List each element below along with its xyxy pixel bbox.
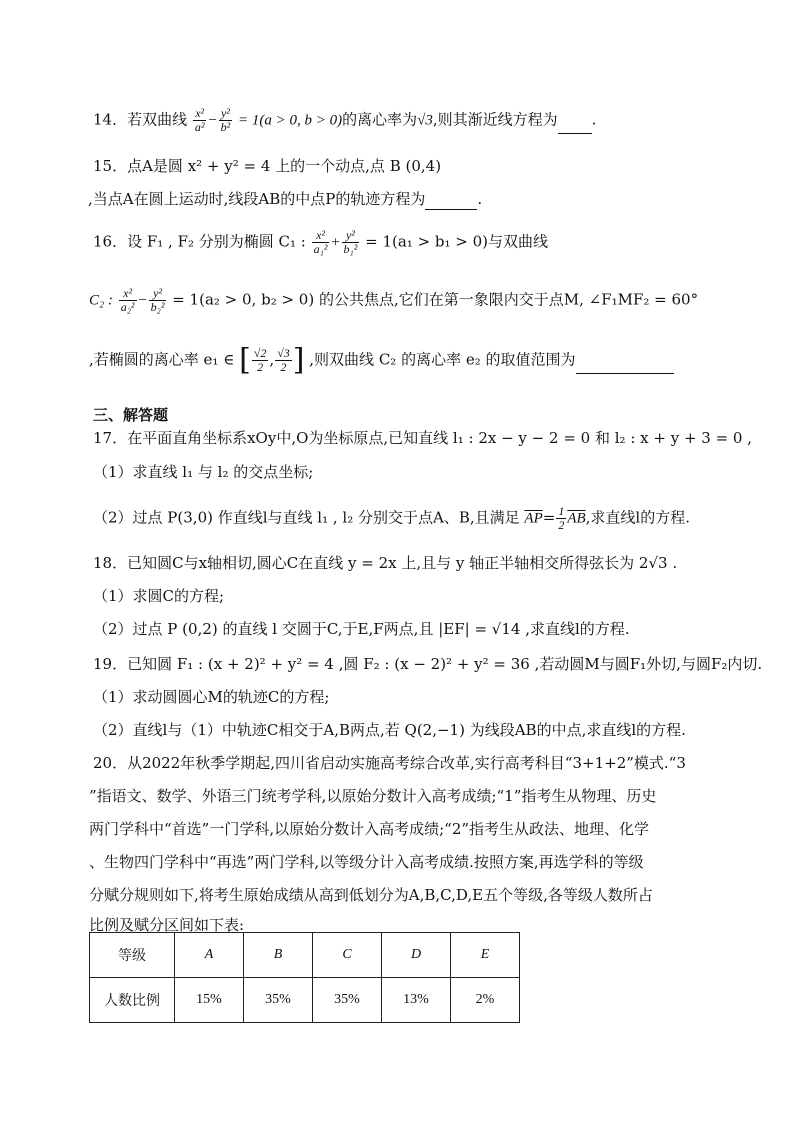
q14-prefix: 14．若双曲线 — [93, 110, 188, 129]
table-row — [90, 933, 520, 978]
frac-num: √3 — [277, 346, 290, 360]
q15-line1: 15．点A是圆 x² + y² = 4 上的一个动点,点 B (0,4) — [93, 157, 442, 175]
table-cell: 35% — [244, 978, 313, 1023]
vector-ab: $\overline{AB}$ — [567, 510, 586, 527]
table-cell: 15% — [175, 978, 244, 1023]
frac-num: x² — [119, 287, 137, 301]
q14-end: . — [591, 110, 597, 129]
equals-sign: = — [542, 508, 556, 527]
q16-l3-pre: ,若椭圆的离心率 e₁ ∈ — [89, 350, 235, 369]
q14-frac-y — [219, 107, 233, 134]
frac-num: y² — [149, 287, 167, 301]
table-cell: B — [244, 933, 313, 978]
q15-line2-text: ,当点A在圆上运动时,线段AB的中点P的轨迹方程为 — [88, 190, 426, 208]
q17-line2: （1）求直线 l₁ 与 l₂ 的交点坐标; — [93, 463, 314, 481]
q20-line6: 比例及赋分区间如下表: — [89, 916, 245, 934]
table-cell: D — [382, 933, 451, 978]
frac-den: b² — [220, 120, 231, 134]
q16-l3-post: ,则双曲线 C₂ 的离心率 e₂ 的取值范围为 — [309, 350, 576, 369]
q19-line3: （2）直线l与（1）中轨迹C相交于A,B两点,若 Q(2,−1) 为线段AB的中点,求直线l的方程. — [93, 721, 686, 739]
q20-line5: 分赋分规则如下,将考生原始成绩从高到低划分为A,B,C,D,E五个等级,各等级人数所占 — [89, 886, 653, 904]
grade-table — [89, 932, 520, 1023]
q16-line3 — [89, 342, 684, 378]
comma: , — [269, 350, 275, 369]
q16-l2-pre: C₂ : — [89, 292, 113, 309]
q16-line1 — [93, 229, 684, 256]
table-cell: E — [451, 933, 520, 978]
q14-eccentricity: √3 — [417, 112, 433, 129]
frac-num: x² — [193, 107, 207, 121]
q20-line2: ”指语文、数学、外语三门统考学科,以原始分数计入高考成绩;“1”指考生从物理、历史 — [89, 787, 657, 805]
minus-sign: − — [137, 292, 148, 309]
q16-l1-post: = 1(a₁ > b₁ > 0)与双曲线 — [365, 232, 549, 251]
q16-frac-x1 — [312, 229, 330, 256]
q14-frac-x — [193, 107, 207, 134]
half-frac — [556, 505, 566, 532]
q16-line2 — [89, 286, 699, 314]
q16-frac-r2 — [252, 347, 269, 374]
q14-equation: = 1(a > 0, b > 0) — [238, 112, 343, 129]
section-heading: 三、解答题 — [93, 406, 169, 424]
frac-den: a₂² — [120, 300, 135, 314]
q20-line3: 两门学科中“首选”一门学科,以原始分数计入高考成绩;“2”指考生从政法、地理、化学 — [89, 820, 650, 838]
answer-blank — [425, 195, 477, 210]
frac-den: b₁² — [343, 242, 358, 256]
table-cell: 35% — [313, 978, 382, 1023]
answer-blank — [558, 119, 592, 134]
table-cell: A — [175, 933, 244, 978]
frac-den: 2 — [257, 360, 264, 374]
q17-l3-post: ,求直线l的方程. — [585, 508, 690, 527]
frac-num: y² — [342, 229, 360, 243]
frac-num: √2 — [253, 346, 267, 360]
q19-line2: （1）求动圆圆心M的轨迹C的方程; — [93, 688, 330, 706]
q14-line — [93, 107, 684, 134]
q17-line3 — [93, 504, 690, 532]
frac-den: 2 — [558, 518, 565, 532]
q20-line1: 20．从2022年秋季学期起,四川省启动实施高考综合改革,实行高考科目“3+1+2”模式.“3 — [93, 754, 686, 772]
bracket-right: ] — [292, 342, 305, 378]
q17-l3-pre: （2）过点 P(3,0) 作直线l与直线 l₁ , l₂ 分别交于点A、B,且满足 — [93, 508, 520, 527]
q18-line3: （2）过点 P (0,2) 的直线 l 交圆于C,于E,F两点,且 |EF| = √14 ,求直线l的方程. — [93, 620, 630, 638]
table-row — [90, 978, 520, 1023]
q20-line4: 、生物四门学科中“再选”两门学科,以等级分计入高考成绩.按照方案,再选学科的等级 — [89, 853, 644, 871]
q15-end: . — [477, 190, 483, 208]
q18-line1: 18．已知圆C与x轴相切,圆心C在直线 y = 2x 上,且与 y 轴正半轴相交所得弦长为 2√3 . — [93, 554, 678, 572]
table-cell: 人数比例 — [90, 978, 175, 1023]
q15-line2 — [88, 188, 684, 210]
frac-num: y² — [219, 107, 233, 121]
table-cell: 2% — [451, 978, 520, 1023]
table-cell: 13% — [382, 978, 451, 1023]
table-cell: C — [313, 933, 382, 978]
answer-blank — [576, 359, 674, 374]
q16-frac-y1 — [342, 229, 360, 256]
frac-den: b₂² — [150, 300, 165, 314]
vector-ap: $\overline{AP}$ — [524, 510, 543, 527]
q16-frac-y2 — [149, 287, 167, 314]
q19-line1: 19．已知圆 F₁ : (x + 2)² + y² = 4 ,圆 F₂ : (x − 2)² + y² = 36 ,若动圆M与圆F₁外切,与圆F₂内切. — [93, 655, 763, 673]
q17-line1: 17．在平面直角坐标系xOy中,O为坐标原点,已知直线 l₁ : 2x − y − 2 = 0 和 l₂ : x + y + 3 = 0 , — [93, 429, 753, 447]
minus-sign: − — [207, 112, 218, 129]
frac-num: x² — [312, 229, 330, 243]
frac-den: 2 — [280, 360, 287, 374]
frac-den: a² — [194, 120, 205, 134]
plus-sign: + — [330, 234, 341, 251]
q16-l1-pre: 16．设 F₁ , F₂ 分别为椭圆 C₁ : — [93, 232, 306, 251]
q14-mid: 的离心率为 — [342, 110, 418, 129]
frac-den: a₁² — [313, 242, 328, 256]
bracket-left: [ — [239, 342, 251, 378]
table-cell: 等级 — [90, 933, 175, 978]
q14-post: ,则其渐近线方程为 — [432, 110, 558, 129]
q16-l2-post: = 1(a₂ > 0, b₂ > 0) 的公共焦点,它们在第一象限内交于点M, ∠F₁MF₂ = 60° — [172, 290, 699, 309]
q16-frac-r3 — [275, 347, 292, 374]
q18-line2: （1）求圆C的方程; — [93, 587, 225, 605]
frac-num: 1 — [558, 504, 565, 518]
q16-frac-x2 — [119, 287, 137, 314]
